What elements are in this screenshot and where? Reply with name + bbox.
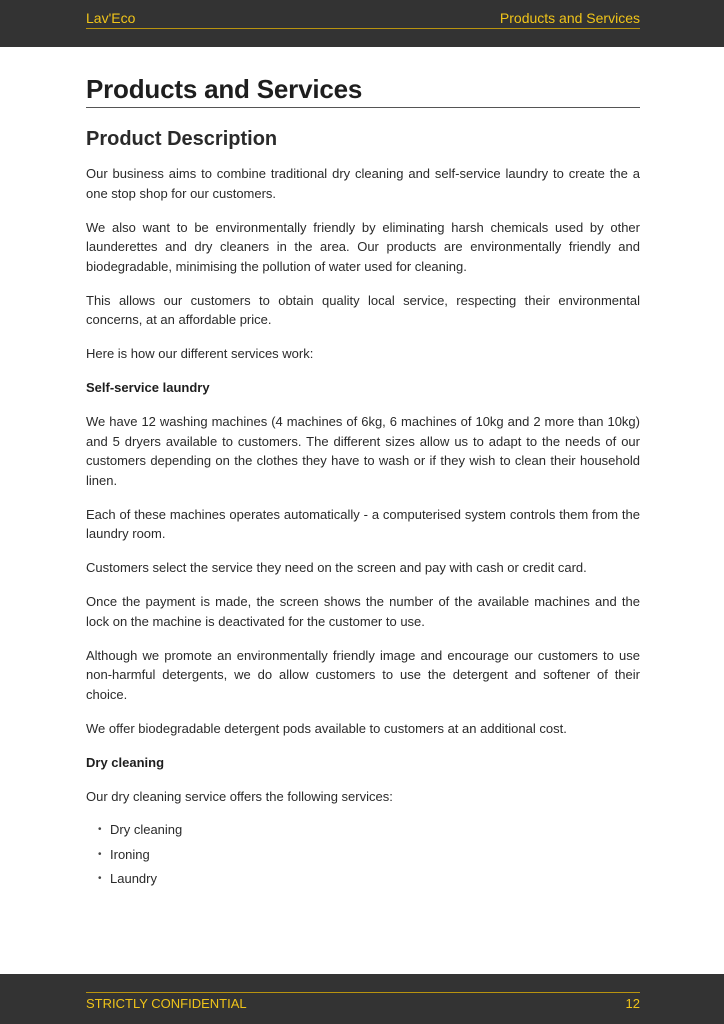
paragraph: Once the payment is made, the screen shows the number of the available machines and the lock on the machine is deactivated for the customer to use.: [86, 594, 640, 629]
paragraph: Our dry cleaning service offers the following services:: [86, 788, 393, 804]
page-number: 12: [625, 996, 640, 1011]
paragraph: Our business aims to combine traditional dry cleaning and self-service laundry to create the a one stop shop for our customers.: [86, 166, 640, 201]
header-rule: [86, 10, 640, 29]
paragraph: We offer biodegradable detergent pods available to customers at an additional cost.: [86, 720, 567, 736]
paragraph: Although we promote an environmentally friendly image and encourage our customers to use non-harmful detergents, we do allow customers to use the detergent and softener of their choice.: [86, 647, 640, 702]
page-header: [0, 0, 724, 47]
paragraph: This allows our customers to obtain quality local service, respecting their environmental concerns, at an affordable price.: [86, 292, 640, 327]
paragraph: We also want to be environmentally friendly by eliminating harsh chemicals used by other launderettes and dry cleaners in the area. Our products are environmentally friendly and biodegradable, minimising the pollution of water used for cleaning.: [86, 219, 640, 274]
page-content: [86, 72, 640, 892]
footer-rule: [86, 992, 640, 1012]
paragraph: Here is how our different services work:: [86, 346, 314, 361]
list-item: • Dry cleaning: [98, 818, 640, 843]
dry-cleaning-heading: Dry cleaning: [86, 754, 165, 770]
section-subtitle: Product Description: [86, 128, 278, 150]
brand-name: Lav'Eco: [86, 10, 136, 26]
page-footer: [0, 974, 724, 1024]
paragraph: Each of these machines operates automatically - a computerised system controls them from the laundry room.: [86, 506, 640, 541]
self-service-heading: Self-service laundry: [86, 380, 210, 395]
confidential-label: STRICTLY CONFIDENTIAL: [86, 996, 247, 1011]
header-section-title: Products and Services: [499, 10, 640, 26]
paragraph: Customers select the service they need on the screen and pay with cash or credit card.: [86, 560, 587, 575]
services-list: [86, 818, 640, 892]
list-item: • Laundry: [98, 867, 640, 892]
page-title: Products and Services: [86, 72, 640, 108]
list-item: • Ironing: [98, 843, 640, 868]
paragraph: We have 12 washing machines (4 machines of 6kg, 6 machines of 10kg and 2 more than 10kg) and 5 dryers available to customers. The different sizes allow us to adapt to the needs of our customers depending on the clothes they have to wash or if they wish to clean their household linen.: [86, 414, 640, 488]
